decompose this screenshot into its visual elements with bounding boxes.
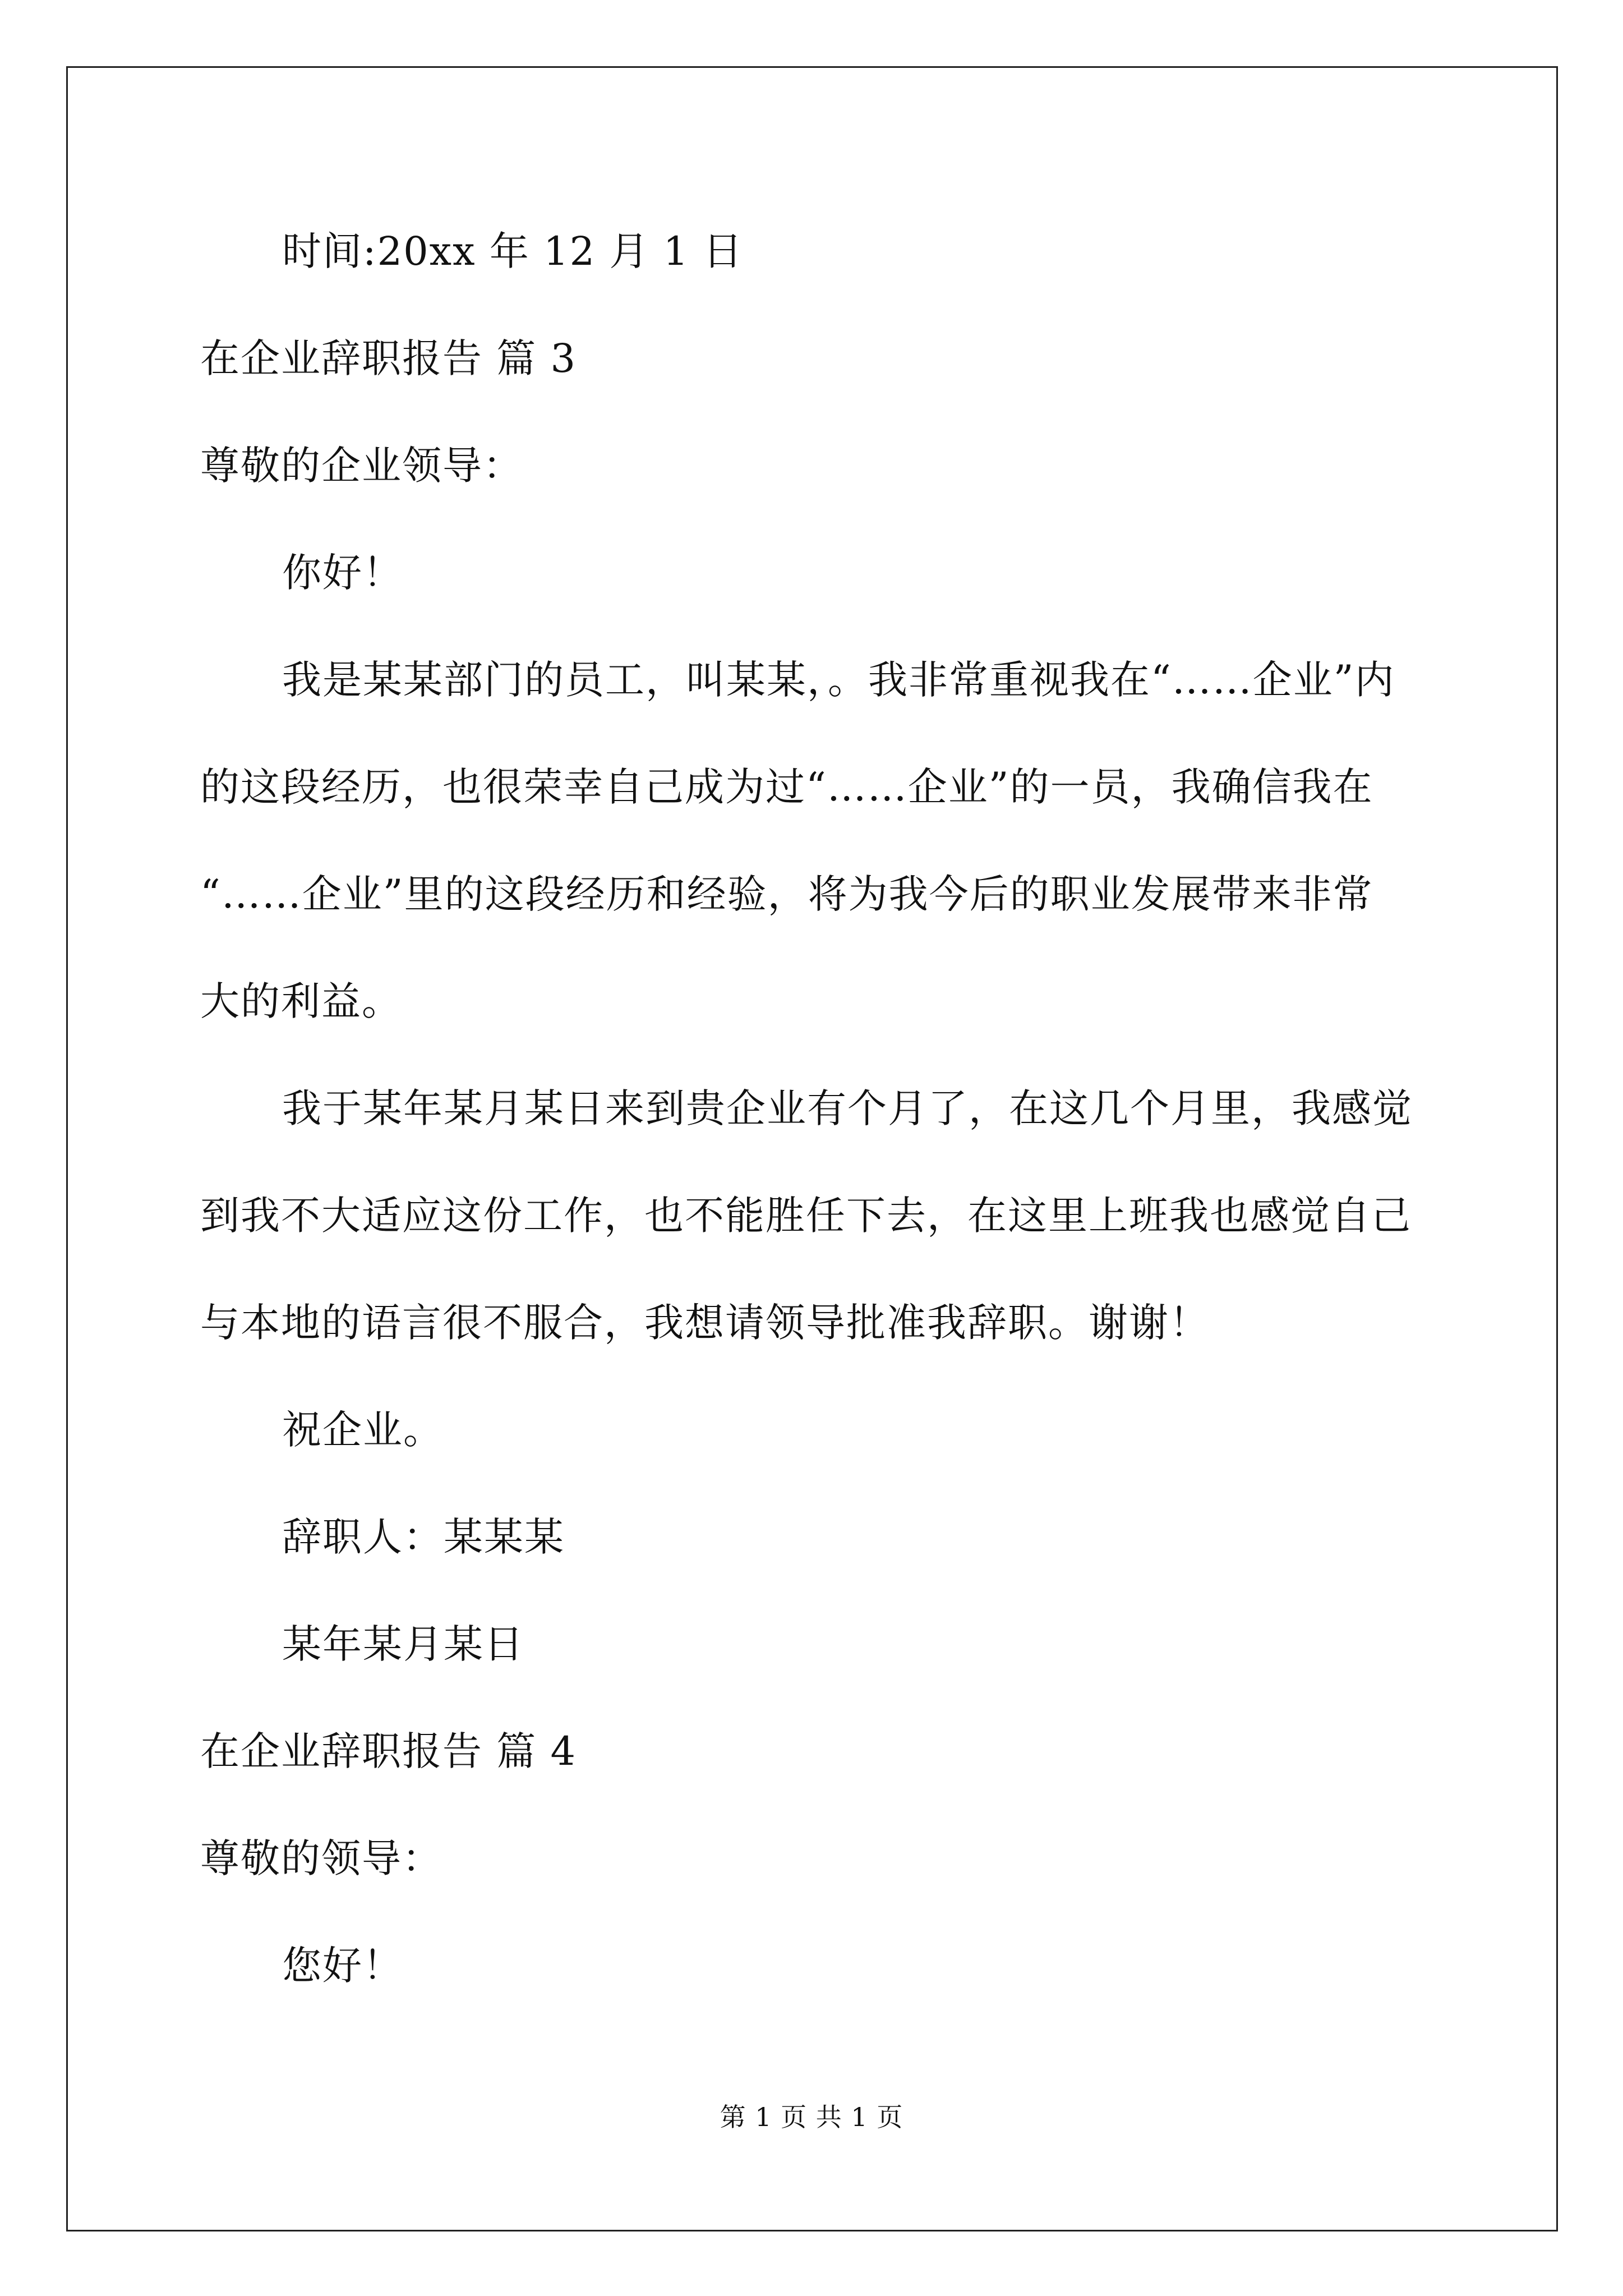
sign-date: 某年某月某日 [282,1621,524,1667]
paragraph-line: 的这段经历，也很荣幸自己成为过“……企业”的一员，我确信我在 [200,764,1373,810]
greeting: 你好！ [282,550,403,596]
paragraph-line: 大的利益。 [200,978,402,1024]
date-line: 时间:20xx 年 12 月 1 日 [282,228,744,274]
page-border [66,66,1558,2231]
paragraph-line: 我是某某部门的员工，叫某某，。我非常重视我在“……企业”内 [282,657,1395,703]
paragraph-line: 到我不大适应这份工作，也不能胜任下去，在这里上班我也感觉自己 [200,1193,1412,1239]
salutation: 尊敬的企业领导： [200,443,523,489]
paragraph-line: 与本地的语言很不服合，我想请领导批准我辞职。谢谢！ [200,1300,1210,1346]
salutation: 尊敬的领导： [200,1835,442,1881]
page-footer: 第 1 页 共 1 页 [720,2102,903,2132]
greeting: 您好！ [282,1943,403,1989]
section-heading-4: 在企业辞职报告 篇 4 [200,1728,577,1774]
closing-wish: 祝企业。 [282,1407,444,1453]
signer: 辞职人：某某某 [282,1514,565,1560]
section-heading-3: 在企业辞职报告 篇 3 [200,335,577,381]
paragraph-line: 我于某年某月某日来到贵企业有个月了，在这几个月里，我感觉 [282,1085,1413,1131]
paragraph-line: “……企业”里的这段经历和经验，将为我今后的职业发展带来非常 [200,871,1373,917]
